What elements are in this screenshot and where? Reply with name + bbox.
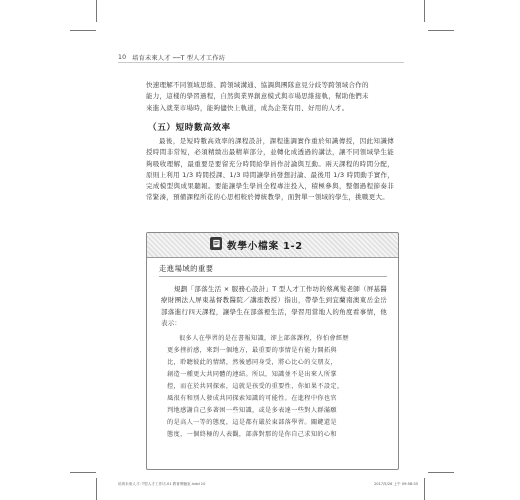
crop-mark bbox=[70, 472, 96, 473]
crop-mark bbox=[424, 478, 425, 500]
case-box-quote bbox=[167, 333, 379, 441]
footer-timestamp: 2017/5/26 上午 09:58:35 bbox=[373, 482, 418, 486]
quote-line: 判地感謝自己多著困一些知識，或是多表達一些對人群滿願 bbox=[167, 407, 337, 414]
page-number: 10 bbox=[118, 54, 127, 61]
footer-file-info: 培育未來人才: T型人才工作坊-01 教育實驗室.indd 10 bbox=[118, 482, 206, 486]
running-title: 培育未來人才 ──T 型人才工作坊 bbox=[132, 55, 226, 62]
section-paragraph-text: 最後，是短時數高效率的課程設計，課程進調實作重於知識傳授，因此知識傳授時間非常短，必須精緻出最精華部分，並轉化成透過的講法，讓不同領域學生能夠吸收理解，最重要是要留充分時間給學員作討論與互動。兩天課程的時間分配，原則上利用 1/3 時間授課、1/3 時間讓學員發想討論、最後用 1/3 時間動手實作，完成模型與成果聽報。要能讓學生學員全程專注投入，積極參與，整個過程節奏非常緊湊，預備課程所花的心思相較於傳統教學，面對單一領域的學生，挑戰更大。 bbox=[146, 137, 394, 202]
quote-line: 比，聆聽彼此的情緒，然後感同身受，將心比心的交朋友， bbox=[167, 359, 337, 366]
crop-mark bbox=[70, 30, 96, 31]
crop-mark bbox=[424, 0, 425, 22]
quote-line: 態度，一個終極的人表觀，部落對那的是你自己求知的心和 bbox=[167, 431, 337, 438]
case-box-subtitle: 走進場域的重要 bbox=[159, 264, 214, 273]
case-box-title: 教學小檔案 1-2 bbox=[227, 241, 303, 252]
quote-line: 的是高人一等的態度，這是都有嚴於東部落學習。關鍵還是 bbox=[167, 419, 337, 426]
case-box-paragraph: 規劃「部落生活 × 服務心設計」T 型人才工作坊的蔡萬髮老師（屏基醫療財團法人屏東基督教醫院／講座教授）指出，帶學生到宜蘭南澳東岳金岳部落進行四天課程，讓學生在部落裡生活，學習用當地人的角度看事情，他表示： bbox=[161, 285, 387, 328]
intro-line: 來進入就業市場時，能夠儘快上軌道，成為企業有用、好用的人才。 bbox=[146, 103, 349, 112]
print-footer bbox=[118, 482, 418, 487]
crop-mark bbox=[428, 472, 454, 473]
intro-line: 能力，這樣的學習過程，自然與業界創意模式與市場思維接軌，幫助他們未 bbox=[146, 92, 369, 101]
intro-line: 快速理解不同領域思維、跨領域溝通、協調與團隊意見分歧等跨領域合作的 bbox=[146, 81, 369, 89]
case-box-divider bbox=[159, 276, 387, 277]
book-icon bbox=[210, 237, 222, 250]
section-paragraph bbox=[146, 136, 394, 204]
header-divider bbox=[118, 62, 404, 63]
quote-line: 更多挫折感，來到一個地方，最重要的事情是有能力開拓與 bbox=[167, 347, 337, 354]
quote-line: 風很有和別人發成共同探索知識的可能性。在進程中你也官 bbox=[167, 395, 337, 402]
section-heading: （五）短時數高效率 bbox=[148, 123, 231, 133]
crop-mark bbox=[96, 478, 97, 500]
running-header bbox=[118, 53, 420, 62]
quote-line: 創造一種更大共同體的連結。所以，知識並不是出來人所掌 bbox=[167, 371, 337, 378]
intro-paragraph bbox=[146, 80, 394, 114]
case-box-header bbox=[147, 233, 398, 258]
quote-line: 很多人在學習的是在書報知識，卻上部落課程，你怕會經歷 bbox=[179, 335, 349, 342]
crop-mark bbox=[428, 30, 454, 31]
crop-mark bbox=[96, 0, 97, 22]
quote-line: 控，而在於共同探索，這就是孩受的重要性，你如果不設定， bbox=[167, 383, 344, 390]
case-box bbox=[146, 232, 399, 470]
